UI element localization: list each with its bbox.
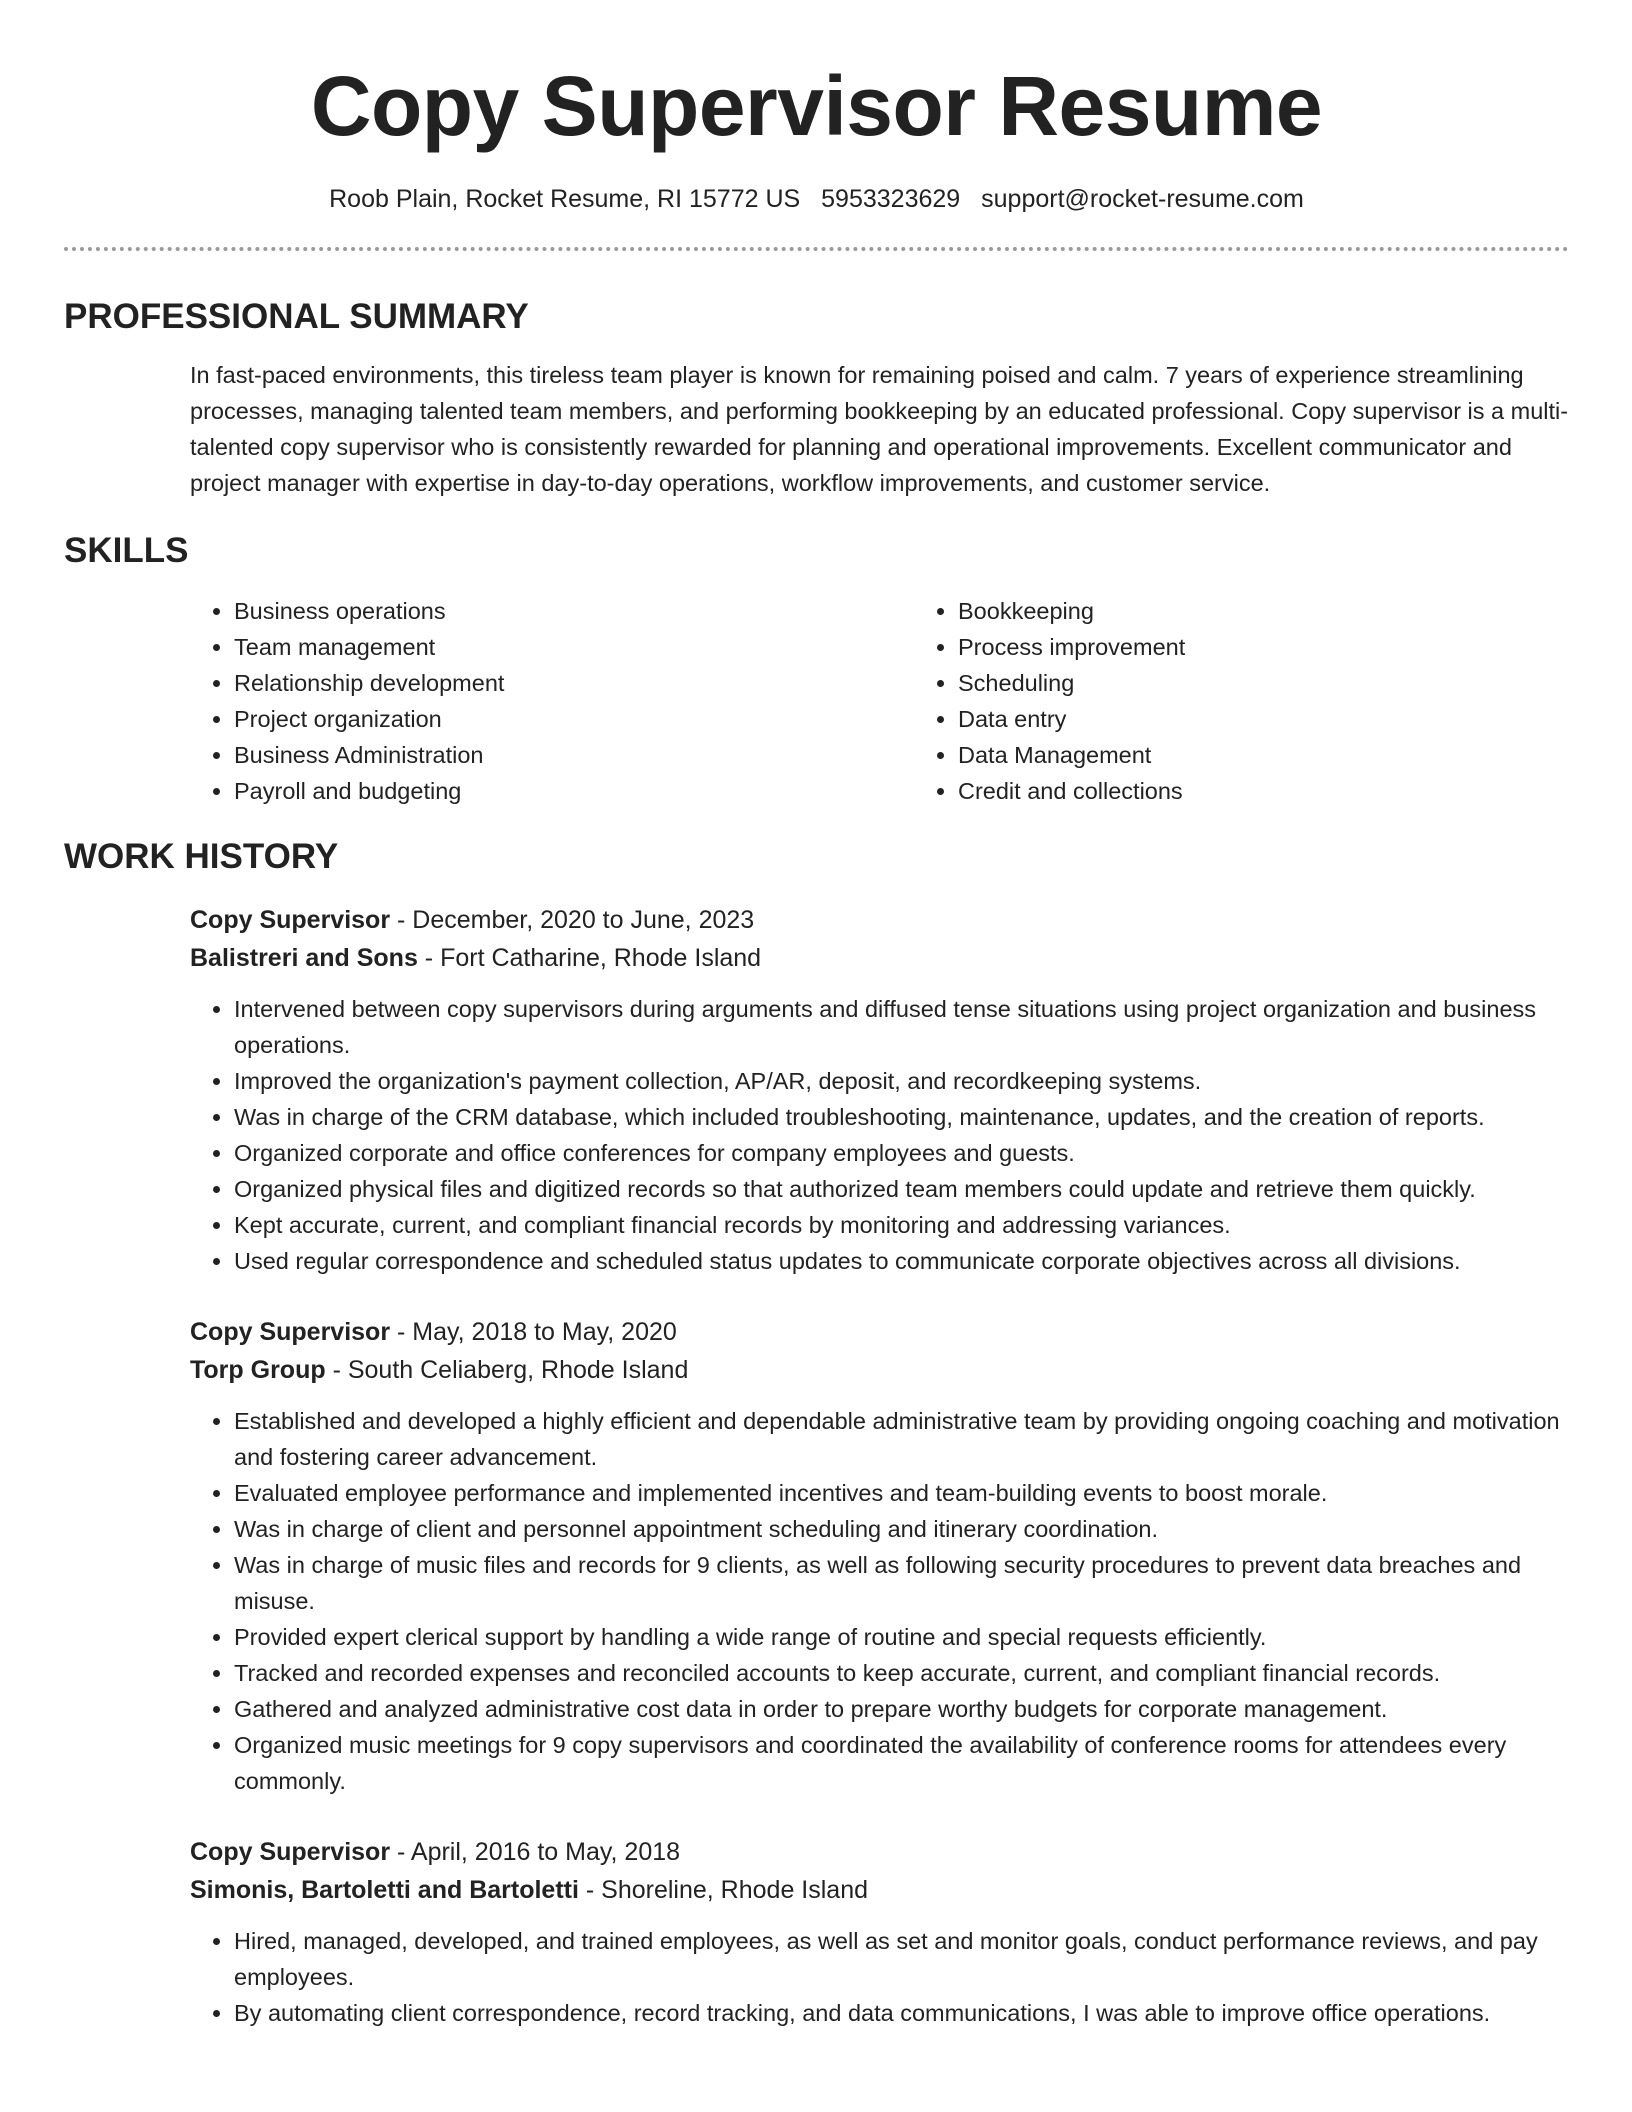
job-entry [64,901,1569,1279]
job-bullet: • Intervened between copy supervisors during arguments and diffused tense situations using project organization and business operations. [234,991,1569,1063]
skills-column-right [914,593,1185,809]
job-bullet: • Established and developed a highly efficient and dependable administrative team by providing ongoing coaching and motivation and fostering career advancement. [234,1403,1569,1475]
skill-item: • Data entry [958,701,1185,737]
contact-line [64,182,1569,216]
job-role: Copy Supervisor [190,906,391,934]
skills-list [64,593,1569,809]
job-location: - Shoreline, Rhode Island [578,1876,868,1904]
job-bullet: • Used regular correspondence and scheduled status updates to communicate corporate objectives across all divisions. [234,1243,1569,1279]
job-dates: - December, 2020 to June, 2023 [390,906,755,934]
summary-heading: PROFESSIONAL SUMMARY [64,297,529,336]
job-bullet: • Was in charge of the CRM database, which included troubleshooting, maintenance, updates, and the creation of reports. [234,1099,1569,1135]
resume-title: Copy Supervisor Resume [310,59,1323,153]
job-title-line [190,1833,1569,1871]
job-company: Simonis, Bartoletti and Bartoletti [190,1876,579,1904]
job-bullets [190,1403,1569,1799]
skill-item: • Payroll and budgeting [234,773,914,809]
skill-item: • Business operations [234,593,914,629]
summary-text: In fast-paced environments, this tireless team player is known for remaining poised and calm. 7 years of experience streamlining processes, managing talented team members, and performing bookkeeping by an educated professional. Copy supervisor is a multi-talented copy supervisor who is consistently rewarded for planning and operational improvements. Excellent communicator and project manager with expertise in day-to-day operations, workflow improvements, and customer service. [190,362,1569,496]
job-bullet: • By automating client correspondence, record tracking, and data communications, I was able to improve office operations. [234,1995,1569,2031]
job-bullet: • Kept accurate, current, and compliant financial records by monitoring and addressing variances. [234,1207,1569,1243]
skill-item: • Project organization [234,701,914,737]
skill-item: • Business Administration [234,737,914,773]
job-company: Balistreri and Sons [190,944,418,972]
job-entry [64,1833,1569,2031]
contact-email: support@rocket-resume.com [981,185,1304,213]
job-location: - Fort Catharine, Rhode Island [417,944,762,972]
skill-item: • Data Management [958,737,1185,773]
job-bullet: • Hired, managed, developed, and trained employees, as well as set and monitor goals, conduct performance reviews, and pay employees. [234,1923,1569,1995]
job-title-line [190,1313,1569,1351]
skills-column-left [190,593,914,809]
job-role: Copy Supervisor [190,1318,391,1346]
skill-item: • Credit and collections [958,773,1185,809]
job-title-line [190,901,1569,939]
job-bullet: • Organized corporate and office conferences for company employees and guests. [234,1135,1569,1171]
job-bullet: • Provided expert clerical support by handling a wide range of routine and special requests efficiently. [234,1619,1569,1655]
job-bullet: • Was in charge of client and personnel appointment scheduling and itinerary coordination. [234,1511,1569,1547]
contact-phone: 5953323629 [821,185,961,213]
job-company-line [190,939,1569,977]
job-bullet: • Improved the organization's payment collection, AP/AR, deposit, and recordkeeping systems. [234,1063,1569,1099]
job-bullets [190,1923,1569,2031]
job-company: Torp Group [190,1356,326,1384]
work-history-heading: WORK HISTORY [64,837,339,876]
skill-item: • Process improvement [958,629,1185,665]
job-entry [64,1313,1569,1799]
skills-heading: SKILLS [64,531,189,570]
job-dates: - May, 2018 to May, 2020 [390,1318,677,1346]
job-bullets [190,991,1569,1279]
job-dates: - April, 2016 to May, 2018 [390,1838,681,1866]
job-role: Copy Supervisor [190,1838,391,1866]
job-bullet: • Tracked and recorded expenses and reconciled accounts to keep accurate, current, and compliant financial records. [234,1655,1569,1691]
job-company-line [190,1871,1569,1909]
skill-item: • Bookkeeping [958,593,1185,629]
skill-item: • Relationship development [234,665,914,701]
job-location: - South Celiaberg, Rhode Island [325,1356,689,1384]
job-bullet: • Evaluated employee performance and implemented incentives and team-building events to boost morale. [234,1475,1569,1511]
skill-item: • Team management [234,629,914,665]
contact-address: Roob Plain, Rocket Resume, RI 15772 US [329,185,801,213]
header-divider [64,247,1569,251]
job-bullet: • Was in charge of music files and records for 9 clients, as well as following security procedures to prevent data breaches and misuse. [234,1547,1569,1619]
job-bullet: • Organized physical files and digitized records so that authorized team members could update and retrieve them quickly. [234,1171,1569,1207]
skill-item: • Scheduling [958,665,1185,701]
job-bullet: • Organized music meetings for 9 copy supervisors and coordinated the availability of conference rooms for attendees every commonly. [234,1727,1569,1799]
job-company-line [190,1351,1569,1389]
job-bullet: • Gathered and analyzed administrative cost data in order to prepare worthy budgets for corporate management. [234,1691,1569,1727]
